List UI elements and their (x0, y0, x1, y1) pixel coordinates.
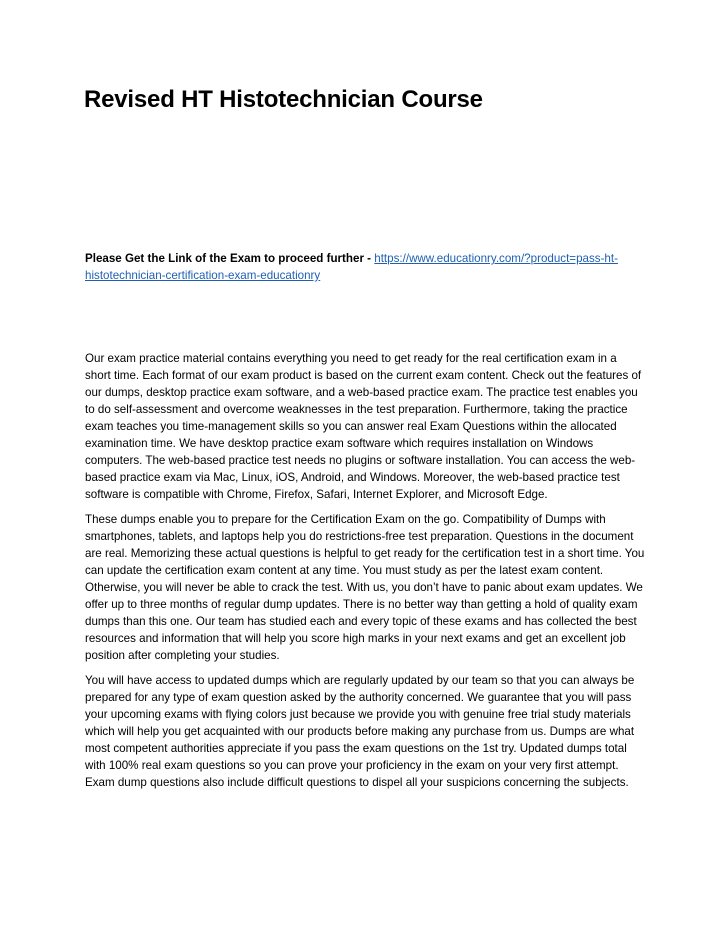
exam-link-intro (85, 250, 645, 284)
paragraph-1: Our exam practice material contains everything you need to get ready for the real certification exam in a short time. Each format of our exam product is based on the current exam content. Check out the features of our dumps, desktop practice exam software, and a web-based practice exam. The practice test enables you to do self-assessment and overcome weaknesses in the test preparation. Furthermore, taking the practice exam teaches you time-management skills so you can answer real Exam Questions within the allocated examination time. We have desktop practice exam software which requires installation on Windows computers. The web-based practice test needs no plugins or software installation. You can access the web-based practice exam via Mac, Linux, iOS, Android, and Windows. Moreover, the web-based practice test software is compatible with Chrome, Firefox, Safari, Internet Explorer, and Microsoft Edge. (85, 352, 642, 501)
body-text (85, 350, 645, 799)
intro-lead-text: Please Get the Link of the Exam to proceed further - (85, 252, 375, 265)
page-title: Revised HT Histotechnician Course (84, 86, 483, 113)
exam-link[interactable]: https://www.educationry.com/?product=pass-ht-histotechnician-certification-exam-educationry (85, 252, 618, 282)
paragraph-2: These dumps enable you to prepare for the Certification Exam on the go. Compatibility of Dumps with smartphones, tablets, and laptops help you do restrictions-free test preparation. Questions in the document are real. Memorizing these actual questions is helpful to get ready for the certification test in a short time. You can update the certification exam content at any time. You must study as per the latest exam content. Otherwise, you will never be able to crack the test. With us, you don’t have to panic about exam updates. We offer up to three months of regular dump updates. There is no better way than getting a hold of quality exam dumps than this one. Our team has studied each and every topic of these exams and has collected the best resources and information that will help you score high marks in your next exams and get an excellent job position after completing your studies. (85, 513, 645, 662)
paragraph-3: You will have access to updated dumps which are regularly updated by our team so that you can always be prepared for any type of exam question asked by the authority concerned. We guarantee that you will pass your upcoming exams with flying colors just because we provide you with genuine free trial study materials which will help you get acquainted with our products before making any purchase from us. Dumps are what most competent authorities appreciate if you pass the exam questions on the 1st try. Updated dumps total with 100% real exam questions so you can prove your proficiency in the exam on your very first attempt. Exam dump questions also include difficult questions to dispel all your suspicions concerning the subjects. (85, 674, 635, 789)
